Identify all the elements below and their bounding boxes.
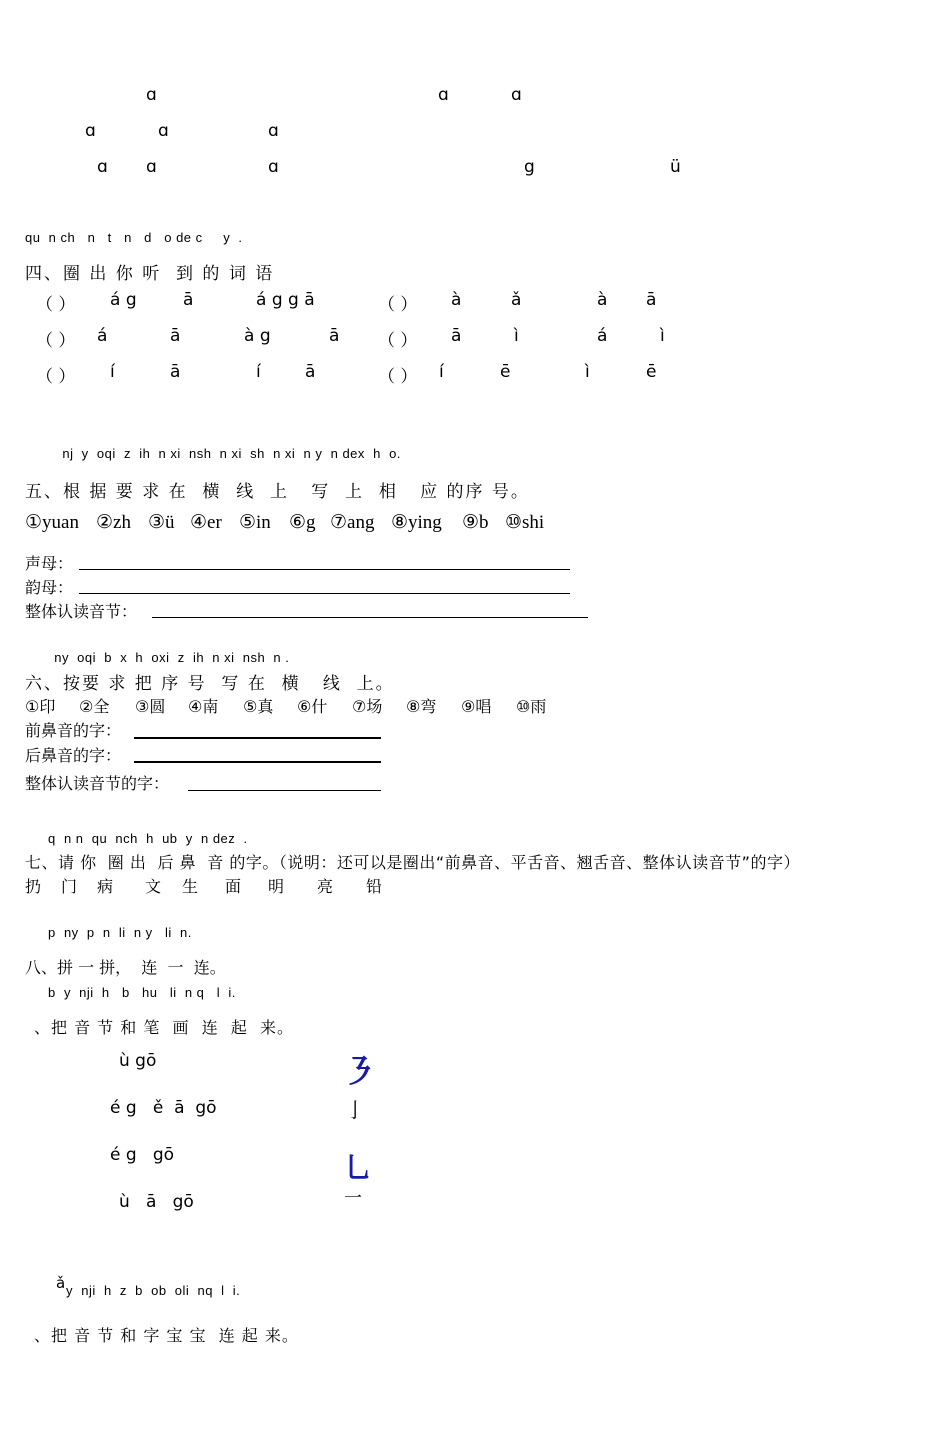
field-label: 声母：: [25, 554, 74, 573]
option-item: ⑨b: [462, 512, 489, 533]
pinyin-option: á: [97, 326, 108, 346]
pinyin-line: y nji h z b ob oli nq l i.: [66, 1283, 241, 1298]
pinyin-option: à g: [244, 326, 271, 346]
option-item: ⑥g: [289, 512, 316, 533]
letter: ɑ: [146, 85, 157, 105]
pinyin-option: ì: [660, 326, 665, 346]
word-item[interactable]: 病: [97, 877, 114, 896]
pinyin-option: ǎ: [511, 290, 522, 310]
option-item: ⑩shi: [505, 512, 545, 533]
answer-line[interactable]: [134, 761, 381, 763]
word-item[interactable]: 生: [182, 877, 199, 896]
option-item: ⑦ang: [330, 512, 375, 533]
pinyin-option: ē: [646, 362, 657, 382]
pinyin-option: ā: [170, 362, 181, 382]
answer-line[interactable]: [79, 593, 570, 594]
pinyin-option: í: [439, 362, 444, 382]
letter: ɑ: [146, 157, 157, 177]
answer-line[interactable]: [79, 569, 570, 570]
word-item[interactable]: 铅: [366, 877, 383, 896]
char-item: ⑦场: [352, 697, 383, 716]
option-item: ④er: [190, 512, 222, 533]
char-item: ②全: [79, 697, 110, 716]
pinyin-line: p ny p n li n y li n.: [48, 925, 192, 940]
section-title: 八、拼 一 拼， 连 一 连。: [25, 958, 226, 977]
char-item: ①印: [25, 697, 56, 716]
syllable[interactable]: ù gō: [119, 1051, 157, 1071]
pinyin-option: ā: [329, 326, 340, 346]
char-item: ⑩雨: [516, 697, 547, 716]
pinyin-line: ny oqi b x h oxi z ih n xi nsh n .: [46, 650, 290, 665]
field-label: 韵母：: [25, 578, 74, 597]
pinyin-option: ē: [500, 362, 511, 382]
syllable[interactable]: é g gō: [110, 1145, 175, 1165]
syllable[interactable]: ù ā gō: [119, 1192, 194, 1212]
choice-bracket[interactable]: （ ）: [36, 367, 76, 387]
section-title: 六、按要 求 把 序 号 写 在 横 线 上。: [25, 674, 395, 694]
char-item: ⑧弯: [406, 697, 437, 716]
word-item[interactable]: 扔: [25, 877, 42, 896]
word-item[interactable]: 门: [61, 877, 78, 896]
pinyin-option: á: [597, 326, 608, 346]
section-title: 四、圈 出 你 听 到 的 词 语: [25, 264, 275, 284]
pinyin-line: nj y oqi z ih n xi nsh n xi sh n xi n y n dex h o.: [50, 446, 401, 461]
letter: ɑ: [511, 85, 522, 105]
section-title: 七、请 你 圈 出 后 鼻 音 的字。（说明：还可以是圈出“前鼻音、平舌音、翘舌音、整体认读音节”的字）: [25, 853, 800, 872]
sub-title: 、把 音 节 和 笔 画 连 起 来。: [34, 1018, 295, 1037]
letter: g: [524, 157, 535, 177]
field-label: 后鼻音的字：: [25, 746, 122, 765]
option-item: ⑤in: [239, 512, 271, 533]
stroke-glyph[interactable]: 一: [344, 1188, 362, 1209]
char-item: ④南: [188, 697, 219, 716]
letter: ɑ: [268, 121, 279, 141]
pinyin-option: à: [597, 290, 608, 310]
stroke-glyph[interactable]: ㇋: [342, 1053, 376, 1093]
pinyin-option: ā: [305, 362, 316, 382]
choice-bracket[interactable]: （ ）: [36, 331, 76, 351]
pinyin-line: qu n ch n t n d o de c y .: [25, 230, 243, 245]
pinyin-option: ā: [451, 326, 462, 346]
syllable[interactable]: é g ě ā gō: [110, 1098, 217, 1118]
char-item: ⑨唱: [461, 697, 492, 716]
option-item: ⑧ying: [391, 512, 442, 533]
field-label: 前鼻音的字：: [25, 721, 122, 740]
stroke-glyph[interactable]: 亅: [345, 1098, 365, 1122]
choice-bracket[interactable]: （ ）: [378, 331, 418, 351]
field-label: 整体认读音节：: [25, 602, 138, 621]
answer-line[interactable]: [152, 617, 588, 618]
pinyin-option: ā: [170, 326, 181, 346]
word-item[interactable]: 面: [225, 877, 242, 896]
option-item: ①yuan: [25, 512, 79, 533]
letter: ü: [670, 157, 681, 177]
pinyin-option: ì: [585, 362, 590, 382]
letter: ɑ: [438, 85, 449, 105]
answer-line[interactable]: [134, 737, 381, 739]
char-item: ⑥什: [297, 697, 328, 716]
pinyin-option: ā: [183, 290, 194, 310]
char-item: ⑤真: [243, 697, 274, 716]
pinyin-option: í: [110, 362, 115, 382]
pinyin-option: à: [451, 290, 462, 310]
tone-mark: ǎ: [56, 1274, 66, 1292]
letter: ɑ: [97, 157, 108, 177]
word-item[interactable]: 明: [268, 877, 285, 896]
pinyin-option: í: [256, 362, 261, 382]
letter: ɑ: [158, 121, 169, 141]
stroke-glyph[interactable]: 乚: [344, 1151, 373, 1184]
letter: ɑ: [85, 121, 96, 141]
option-item: ②zh: [96, 512, 131, 533]
choice-bracket[interactable]: （ ）: [36, 295, 76, 315]
pinyin-option: ā: [646, 290, 657, 310]
word-item[interactable]: 文: [145, 877, 162, 896]
pinyin-line: q n n qu nch h ub y n dez .: [48, 831, 248, 846]
option-item: ③ü: [148, 512, 175, 533]
choice-bracket[interactable]: （ ）: [378, 367, 418, 387]
char-item: ③圆: [135, 697, 166, 716]
pinyin-option: ì: [514, 326, 519, 346]
choice-bracket[interactable]: （ ）: [378, 295, 418, 315]
field-label: 整体认读音节的字：: [25, 774, 170, 793]
pinyin-option: á g g ā: [256, 290, 315, 310]
sub-title: 、把 音 节 和 字 宝 宝 连 起 来。: [34, 1326, 299, 1345]
answer-line[interactable]: [188, 790, 381, 791]
pinyin-option: á g: [110, 290, 137, 310]
pinyin-line: b y nji h b hu li n q l i.: [48, 985, 236, 1000]
word-item[interactable]: 亮: [317, 877, 334, 896]
section-title: 五、根 据 要 求 在 横 线 上 写 上 相 应 的序 号。: [25, 482, 530, 502]
letter: ɑ: [268, 157, 279, 177]
